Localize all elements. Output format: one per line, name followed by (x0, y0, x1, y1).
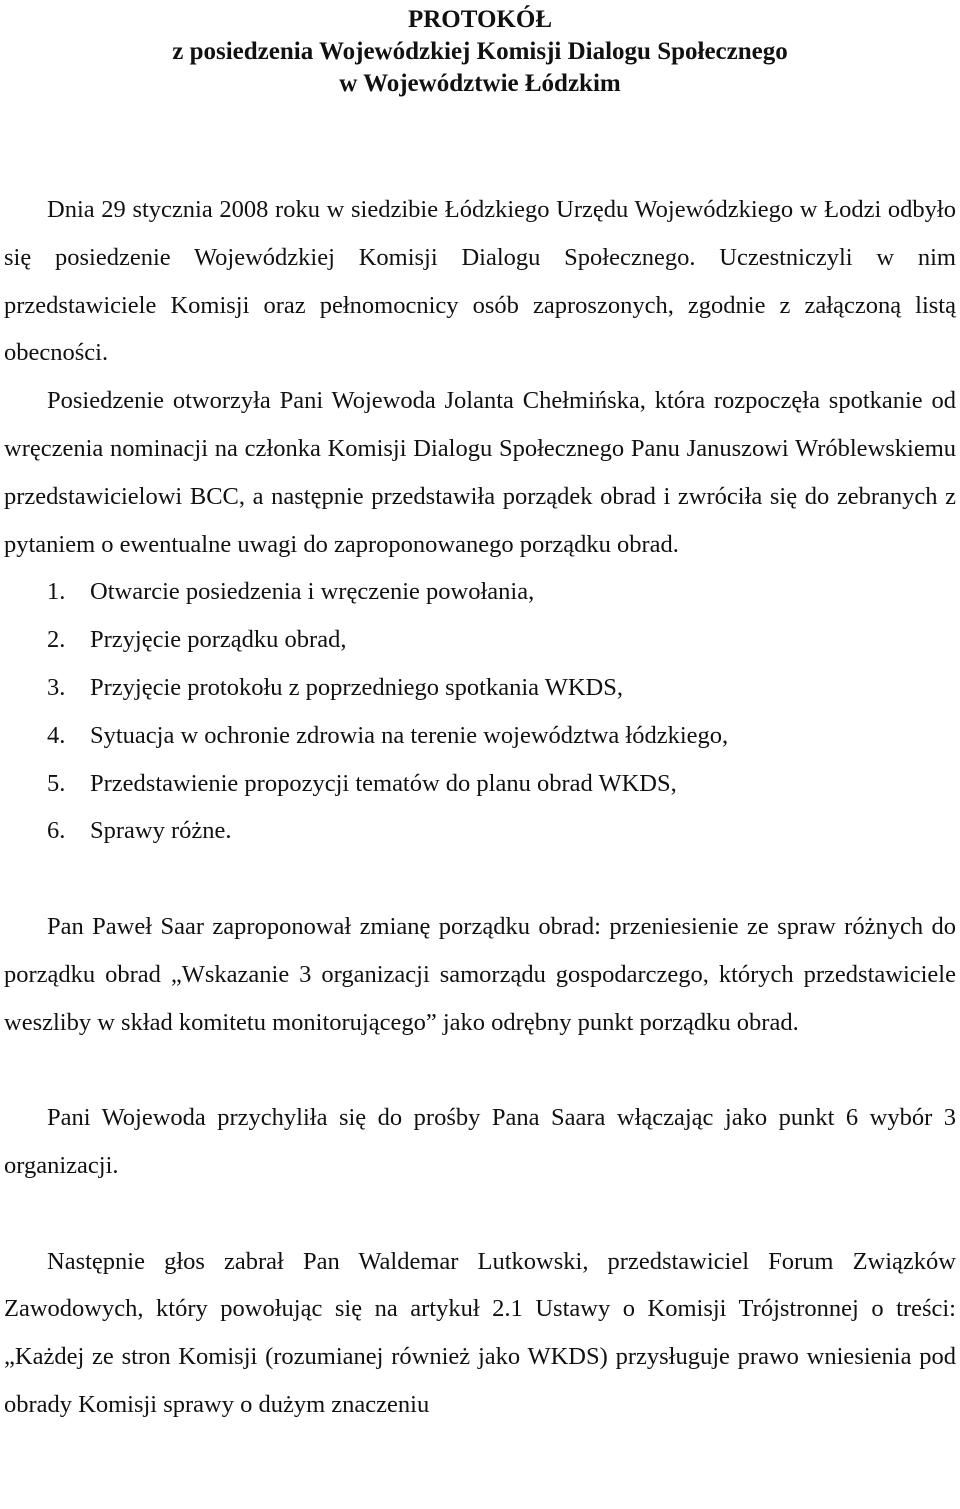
agenda-item (4, 664, 956, 712)
agenda-item (4, 568, 956, 616)
agenda-item-text: Przyjęcie porządku obrad, (90, 626, 347, 654)
paragraph-opening: Posiedzenie otworzyła Pani Wojewoda Jolanta Chełmińska, która rozpoczęła spotkanie od wręczenia nominacji na członka Komisji Dialogu Społecznego Panu Januszowi Wróblewskiemu przedstawicielowi BCC, a następnie przedstawiła porządek obrad i zwróciła się do zebranych z pytaniem o ewentualne uwagi do zaproponowanego porządku obrad. (4, 387, 956, 558)
agenda-list (4, 568, 956, 855)
document-body (4, 186, 956, 1429)
document-title: PROTOKÓŁ (407, 6, 552, 33)
document-subtitle-region: w Województwie Łódzkim (339, 70, 621, 97)
agenda-item-number: 6. (47, 817, 66, 845)
paragraph-spacer (4, 855, 956, 903)
agenda-item-number: 1. (47, 578, 66, 606)
agenda-item (4, 616, 956, 664)
agenda-item (4, 712, 956, 760)
agenda-item-text: Sytuacja w ochronie zdrowia na terenie województwa łódzkiego, (90, 721, 729, 749)
paragraph-spacer (4, 1190, 956, 1238)
agenda-item-number: 5. (47, 769, 66, 797)
agenda-item-number: 2. (47, 626, 66, 654)
agenda-item-text: Przyjęcie protokołu z poprzedniego spotkania WKDS, (90, 673, 623, 701)
document-header (0, 4, 960, 100)
agenda-item-text: Otwarcie posiedzenia i wręczenie powołania, (90, 578, 535, 606)
agenda-item-text: Sprawy różne. (90, 817, 232, 845)
document-subtitle: z posiedzenia Wojewódzkiej Komisji Dialogu Społecznego (172, 38, 788, 65)
paragraph-spacer (4, 1046, 956, 1094)
paragraph-acceptance: Pani Wojewoda przychyliła się do prośby Pana Saara włączając jako punkt 6 wybór 3 organizacji. (4, 1104, 956, 1179)
agenda-item-text: Przedstawienie propozycji tematów do planu obrad WKDS, (90, 769, 677, 797)
paragraph-proposal: Pan Paweł Saar zaproponował zmianę porządku obrad: przeniesienie ze spraw różnych do porządku obrad „Wskazanie 3 organizacji samorządu gospodarczego, których przedstawiciele weszliby w skład komitetu monitorującego” jako odrębny punkt porządku obrad. (4, 912, 956, 1036)
paragraph-meeting-info: Dnia 29 stycznia 2008 roku w siedzibie Łódzkiego Urzędu Wojewódzkiego w Łodzi odbyło się posiedzenie Wojewódzkiej Komisji Dialogu Społecznego. Uczestniczyli w nim przedstawiciele Komisji oraz pełnomocnicy osób zaproszonych, zgodnie z załączoną listą obecności. (4, 196, 956, 367)
agenda-item-number: 4. (47, 721, 66, 749)
agenda-item (4, 807, 956, 855)
agenda-item (4, 760, 956, 808)
paragraph-lutkowski: Następnie głos zabrał Pan Waldemar Lutkowski, przedstawiciel Forum Związków Zawodowych, który powołując się na artykuł 2.1 Ustawy o Komisji Trójstronnej o treści: „Każdej ze stron Komisji (rozumianej również jako WKDS) przysługuje prawo wniesienia pod obrady Komisji sprawy o dużym znaczeniu (4, 1247, 956, 1418)
agenda-item-number: 3. (47, 673, 66, 701)
